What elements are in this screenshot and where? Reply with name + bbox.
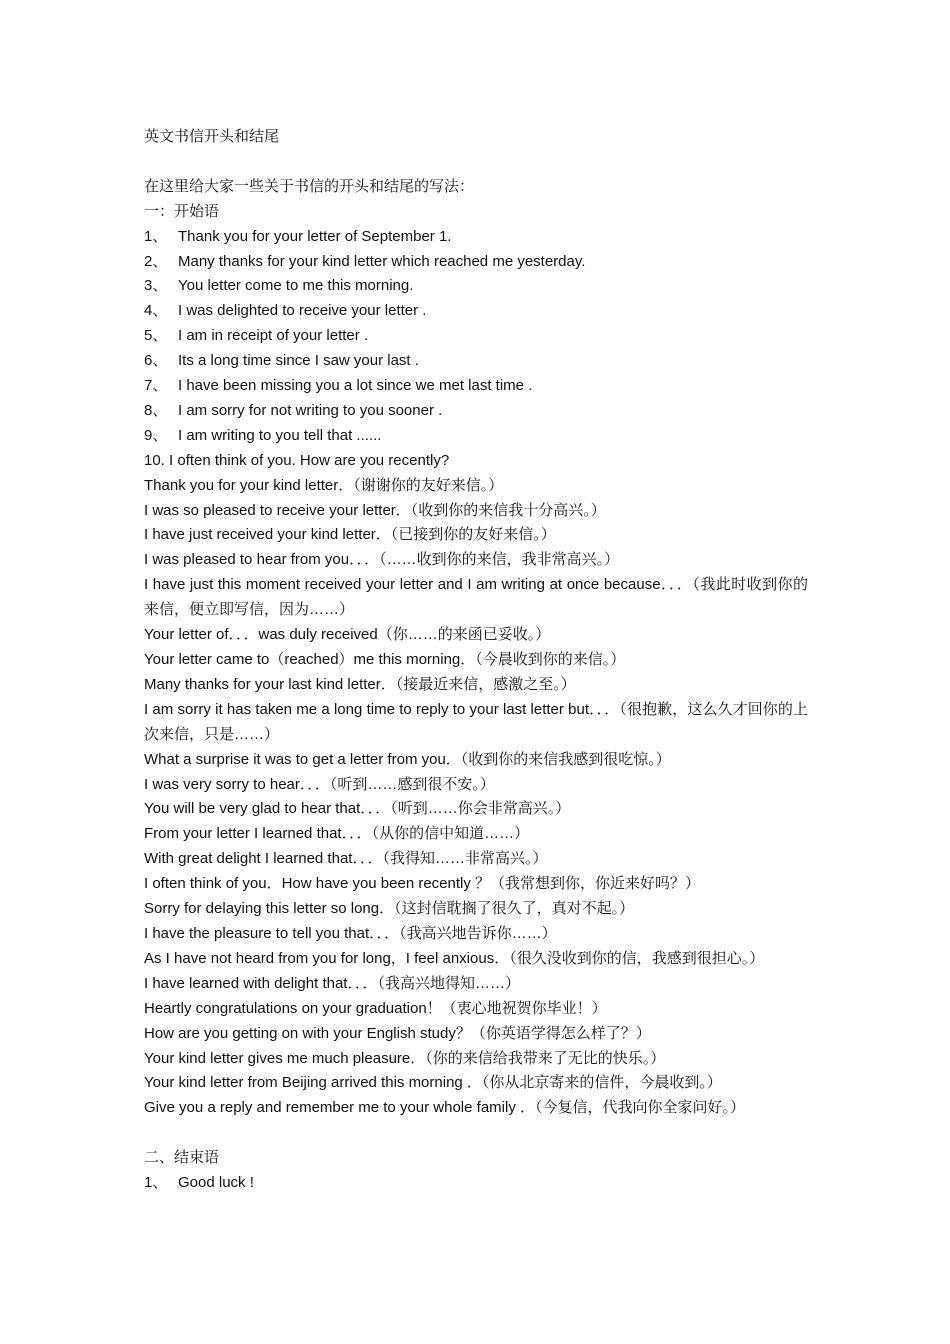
phrase-line: Sorry for delaying this letter so long．（这封信耽搁了很久了，真对不起。） xyxy=(144,900,635,918)
intro-paragraph: 在这里给大家一些关于书信的开头和结尾的写法： xyxy=(144,177,475,195)
opening-item xyxy=(144,399,808,424)
phrase-line: Many thanks for your last kind letter．（接最近来信，感激之至。） xyxy=(144,675,576,693)
phrase-line: Your kind letter gives me much pleasure．（你的来信给我带来了无比的快乐。） xyxy=(144,1049,666,1067)
opening-heading: 一：开始语 xyxy=(144,202,220,220)
phrase-line: How are you getting on with your English study？（你英语学得怎么样了？） xyxy=(144,1024,651,1042)
opening-item xyxy=(144,299,808,324)
phrase-line: I am sorry it has taken me a long time to reply to your last letter but．．．（很抱歉，这么久才回你的上次来信，只是……） xyxy=(144,700,808,743)
closing-item xyxy=(144,1171,808,1196)
opening-item xyxy=(144,250,808,275)
item-number: 3、 xyxy=(144,277,168,295)
opening-item xyxy=(144,225,808,250)
item-number: 7、 xyxy=(144,377,168,395)
phrase-line: I have just this moment received your letter and I am writing at once because．．．（我此时收到你的来信，便立即写信，因为……） xyxy=(144,576,808,619)
phrase-line: What a surprise it was to get a letter from you．（收到你的来信我感到很吃惊。） xyxy=(144,750,671,768)
phrase-line: Thank you for your kind letter．（谢谢你的友好来信。） xyxy=(144,476,504,494)
item-number: 4、 xyxy=(144,302,168,320)
opening-item xyxy=(144,349,808,374)
item-number: 1、 xyxy=(144,227,168,245)
phrase-line: I often think of you．How have you been recently ？（我常想到你，你近来好吗？） xyxy=(144,875,701,893)
phrase-line: Your kind letter from Beijing arrived this morning ．（你从北京寄来的信件，今晨收到。） xyxy=(144,1074,722,1092)
item-text: Good luck ! xyxy=(178,1174,254,1192)
closing-heading: 二、结束语 xyxy=(144,1149,220,1167)
item-number: 9、 xyxy=(144,426,168,444)
item-text: I was delighted to receive your letter . xyxy=(178,302,427,320)
item-text: Thank you for your letter of September 1. xyxy=(178,227,452,245)
opening-item xyxy=(144,374,808,399)
phrase-line: With great delight I learned that．．．（我得知……非常高兴。） xyxy=(144,850,548,868)
phrase-line: Your letter came to（reached）me this morning．（今晨收到你的来信。） xyxy=(144,651,626,669)
phrase-line: Your letter of．．．was duly received（你……的来函已妥收。） xyxy=(144,626,551,644)
opening-item xyxy=(144,324,808,349)
item-number: 2、 xyxy=(144,252,168,270)
opening-item xyxy=(144,424,808,449)
phrase-line: You will be very glad to hear that．．．（听到……你会非常高兴。） xyxy=(144,800,571,818)
item-text: Its a long time since I saw your last . xyxy=(178,352,419,370)
item-number: 6、 xyxy=(144,352,168,370)
document-body xyxy=(144,125,808,1196)
item-text: I am writing to you tell that ...... xyxy=(178,426,382,444)
phrase-line: Heartly congratulations on your graduation！（衷心地祝贺你毕业！） xyxy=(144,999,607,1017)
item-number: 5、 xyxy=(144,327,168,345)
phrase-line: I have learned with delight that．．．（我高兴地得知……） xyxy=(144,974,520,992)
item-text: I have been missing you a lot since we met last time . xyxy=(178,377,533,395)
phrase-line: Give you a reply and remember me to your whole family ．（今复信，代我向你全家问好。） xyxy=(144,1099,745,1117)
item-number: 8、 xyxy=(144,401,168,419)
phrase-line: I have just received your kind letter．（已接到你的友好来信。） xyxy=(144,526,556,544)
phrase-line: I have the pleasure to tell you that．．．（我高兴地告诉你……） xyxy=(144,924,557,942)
item-text: I am sorry for not writing to you sooner . xyxy=(178,401,443,419)
phrase-line: I was very sorry to hear．．．（听到……感到很不安。） xyxy=(144,775,495,793)
phrase-line: As I have not heard from you for long，I feel anxious．（很久没收到你的信，我感到很担心。） xyxy=(144,949,765,967)
opening-item-10: 10. I often think of you. How are you recently? xyxy=(144,451,450,469)
opening-item xyxy=(144,274,808,299)
document-title: 英文书信开头和结尾 xyxy=(144,128,280,145)
item-text: Many thanks for your kind letter which reached me yesterday. xyxy=(178,252,586,270)
item-number: 1、 xyxy=(144,1174,168,1192)
item-text: I am in receipt of your letter . xyxy=(178,327,369,345)
item-text: You letter come to me this morning. xyxy=(178,277,414,295)
phrase-line: I was so pleased to receive your letter．（收到你的来信我十分高兴。） xyxy=(144,501,606,519)
phrase-line: I was pleased to hear from you．．．（……收到你的来信，我非常高兴。） xyxy=(144,551,620,569)
phrase-line: From your letter I learned that．．．（从你的信中知道……） xyxy=(144,825,530,843)
